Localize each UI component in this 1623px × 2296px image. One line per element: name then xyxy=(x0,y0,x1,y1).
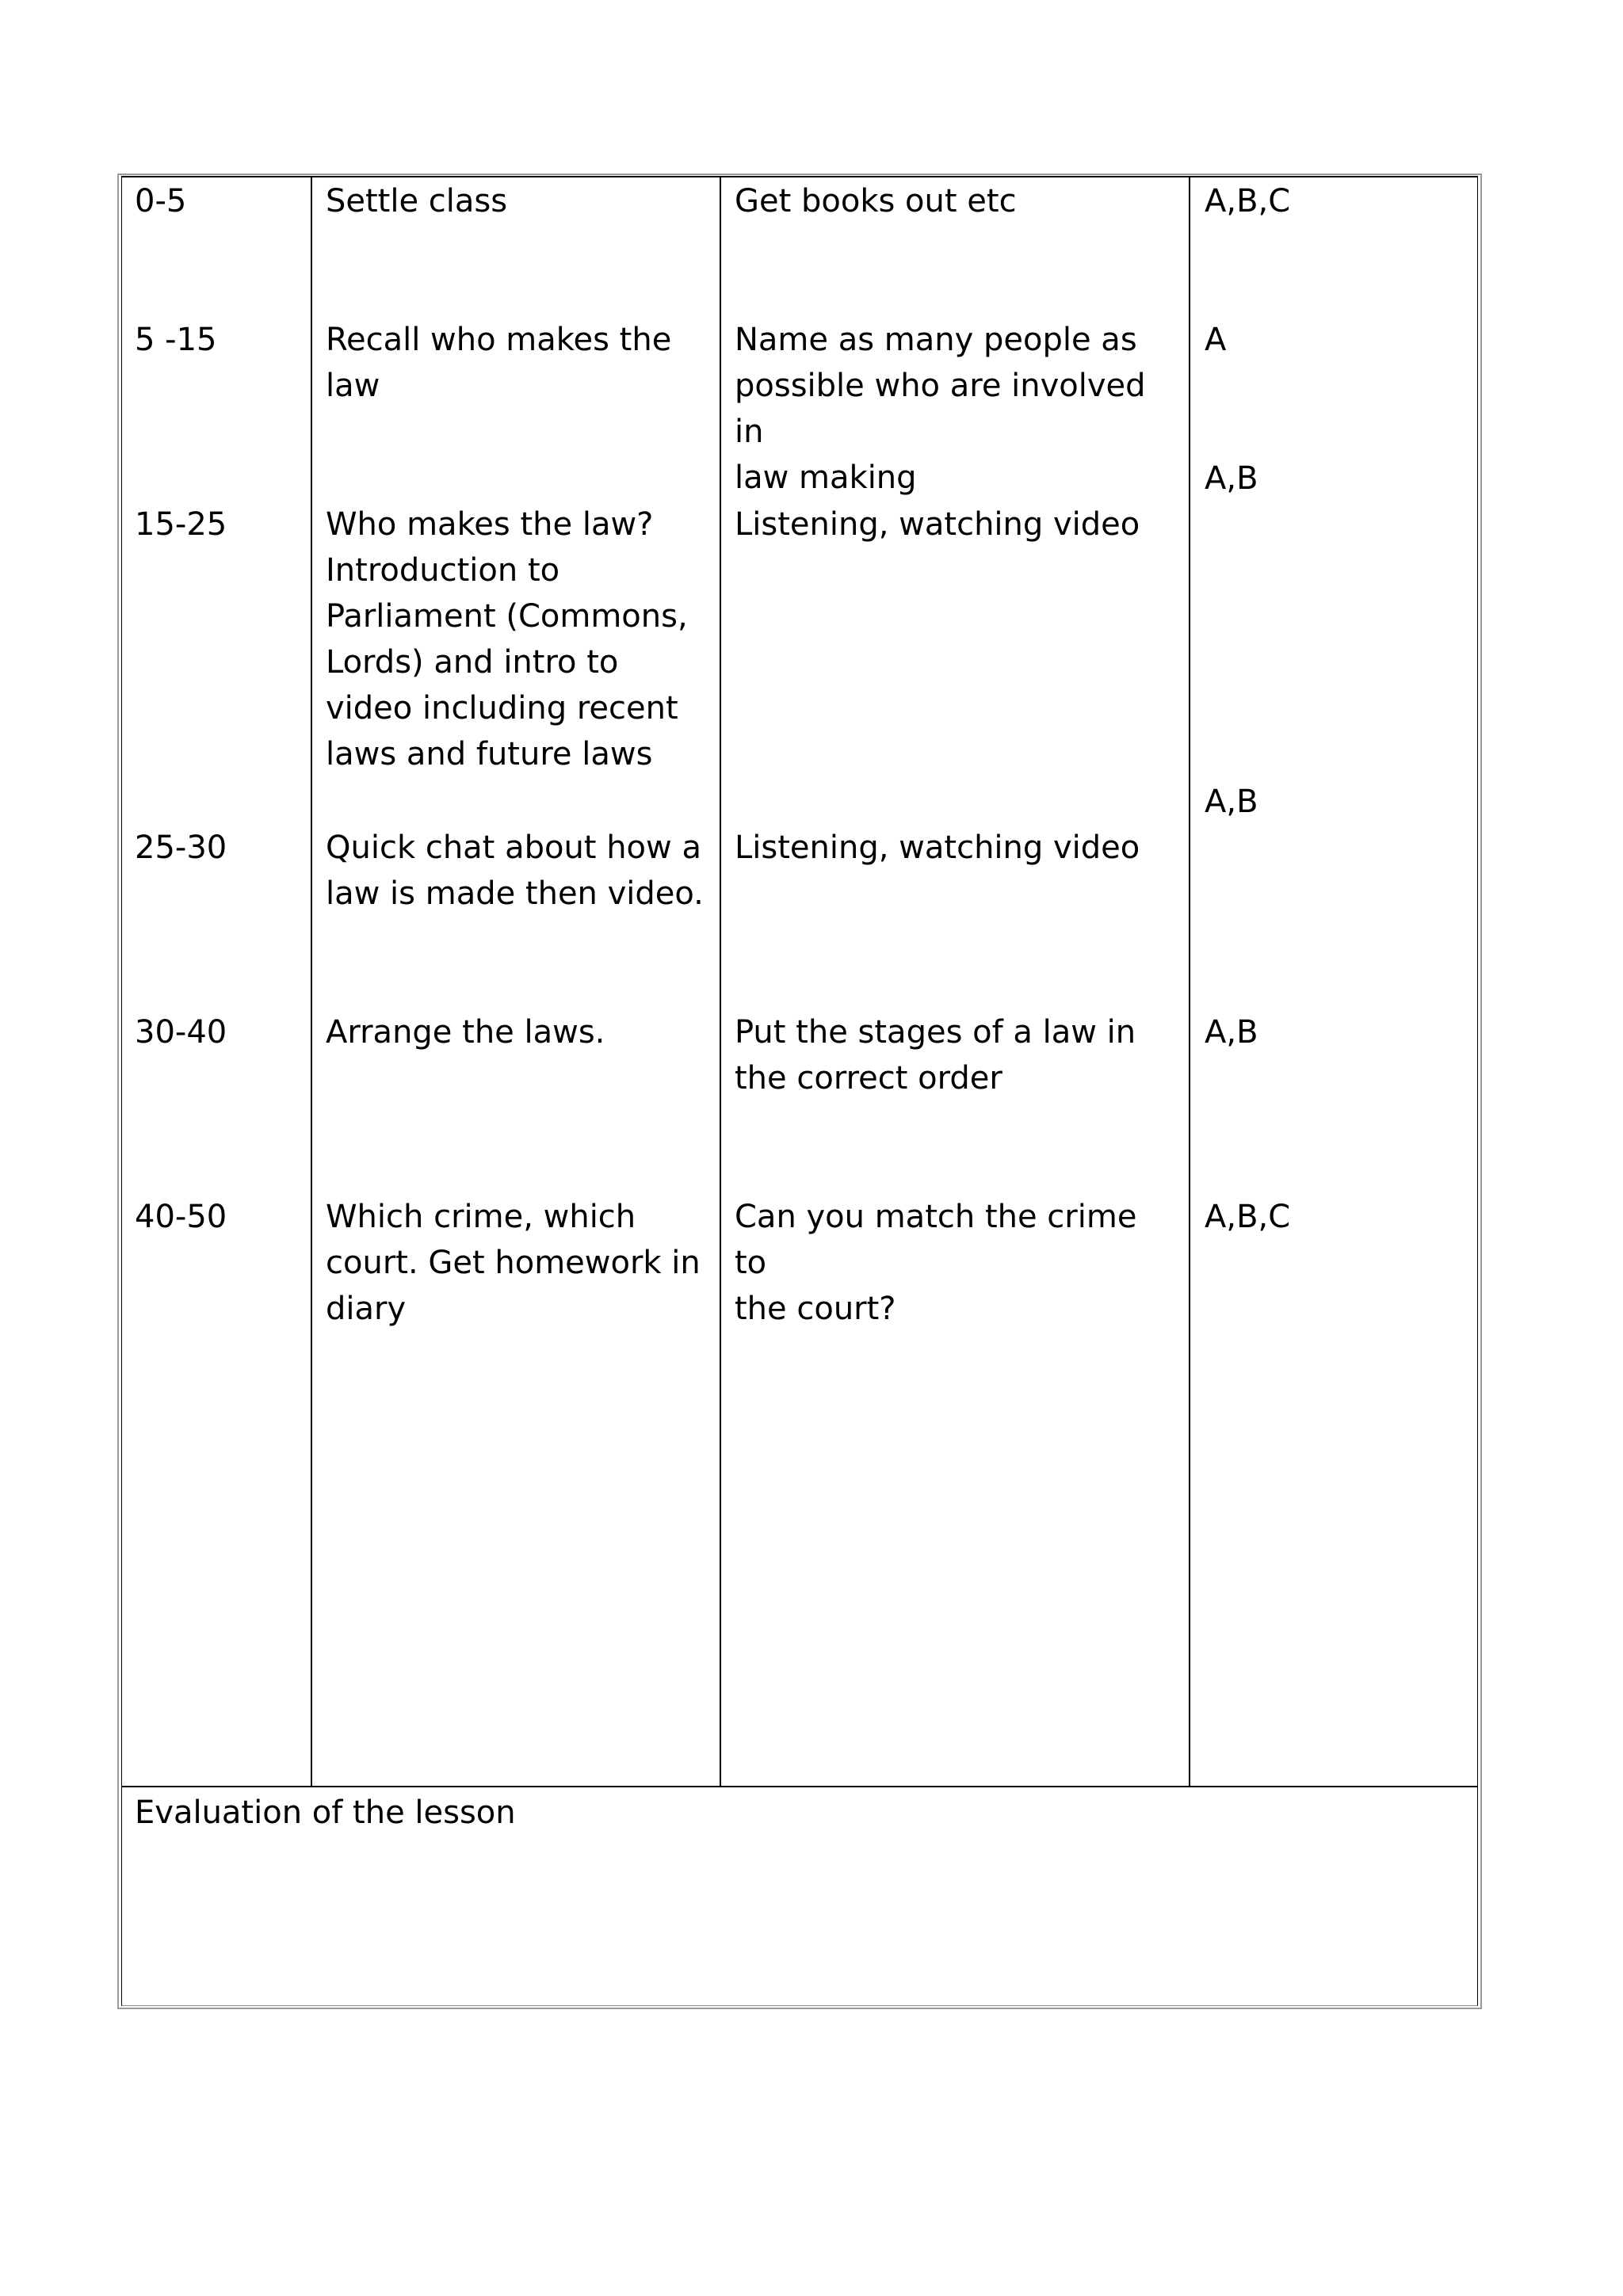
row-2-outcome: A xyxy=(1205,322,1227,358)
row-3-teacher-activity: Who makes the law? Introduction to Parliament (Commons, Lords) and intro to video including recent laws and future laws xyxy=(326,506,688,772)
column-divider-1 xyxy=(311,176,312,1787)
row-6-student-activity: Can you match the crime to the court? xyxy=(735,1199,1137,1327)
row-1-teacher-activity: Settle class xyxy=(326,183,508,219)
row-4-outcome: A,B xyxy=(1205,784,1258,820)
row-3-time: 15-25 xyxy=(135,506,227,543)
evaluation-label: Evaluation of the lesson xyxy=(135,1794,516,1831)
row-4-teacher-activity: Quick chat about how a law is made then video. xyxy=(326,830,704,912)
column-divider-3 xyxy=(1189,176,1190,1787)
row-4-time: 25-30 xyxy=(135,830,227,866)
row-2-student-activity: Name as many people as possible who are involved in law making xyxy=(735,322,1146,496)
row-2-time: 5 -15 xyxy=(135,322,217,358)
evaluation-divider xyxy=(121,1786,1478,1787)
row-3-student-activity: Listening, watching video xyxy=(735,506,1140,543)
row-6-time: 40-50 xyxy=(135,1199,227,1235)
row-1-outcome: A,B,C xyxy=(1205,183,1291,219)
row-5-outcome: A,B xyxy=(1205,1014,1258,1051)
row-1-student-activity: Get books out etc xyxy=(735,183,1017,219)
row-1-time: 0-5 xyxy=(135,183,187,219)
row-3-outcome: A,B xyxy=(1205,460,1258,497)
row-6-outcome: A,B,C xyxy=(1205,1199,1291,1235)
column-divider-2 xyxy=(720,176,721,1787)
row-4-student-activity: Listening, watching video xyxy=(735,830,1140,866)
row-5-time: 30-40 xyxy=(135,1014,227,1051)
row-6-teacher-activity: Which crime, which court. Get homework in diary xyxy=(326,1199,701,1327)
row-5-teacher-activity: Arrange the laws. xyxy=(326,1014,605,1051)
row-2-teacher-activity: Recall who makes the law xyxy=(326,322,672,404)
row-5-student-activity: Put the stages of a law in the correct order xyxy=(735,1014,1136,1097)
